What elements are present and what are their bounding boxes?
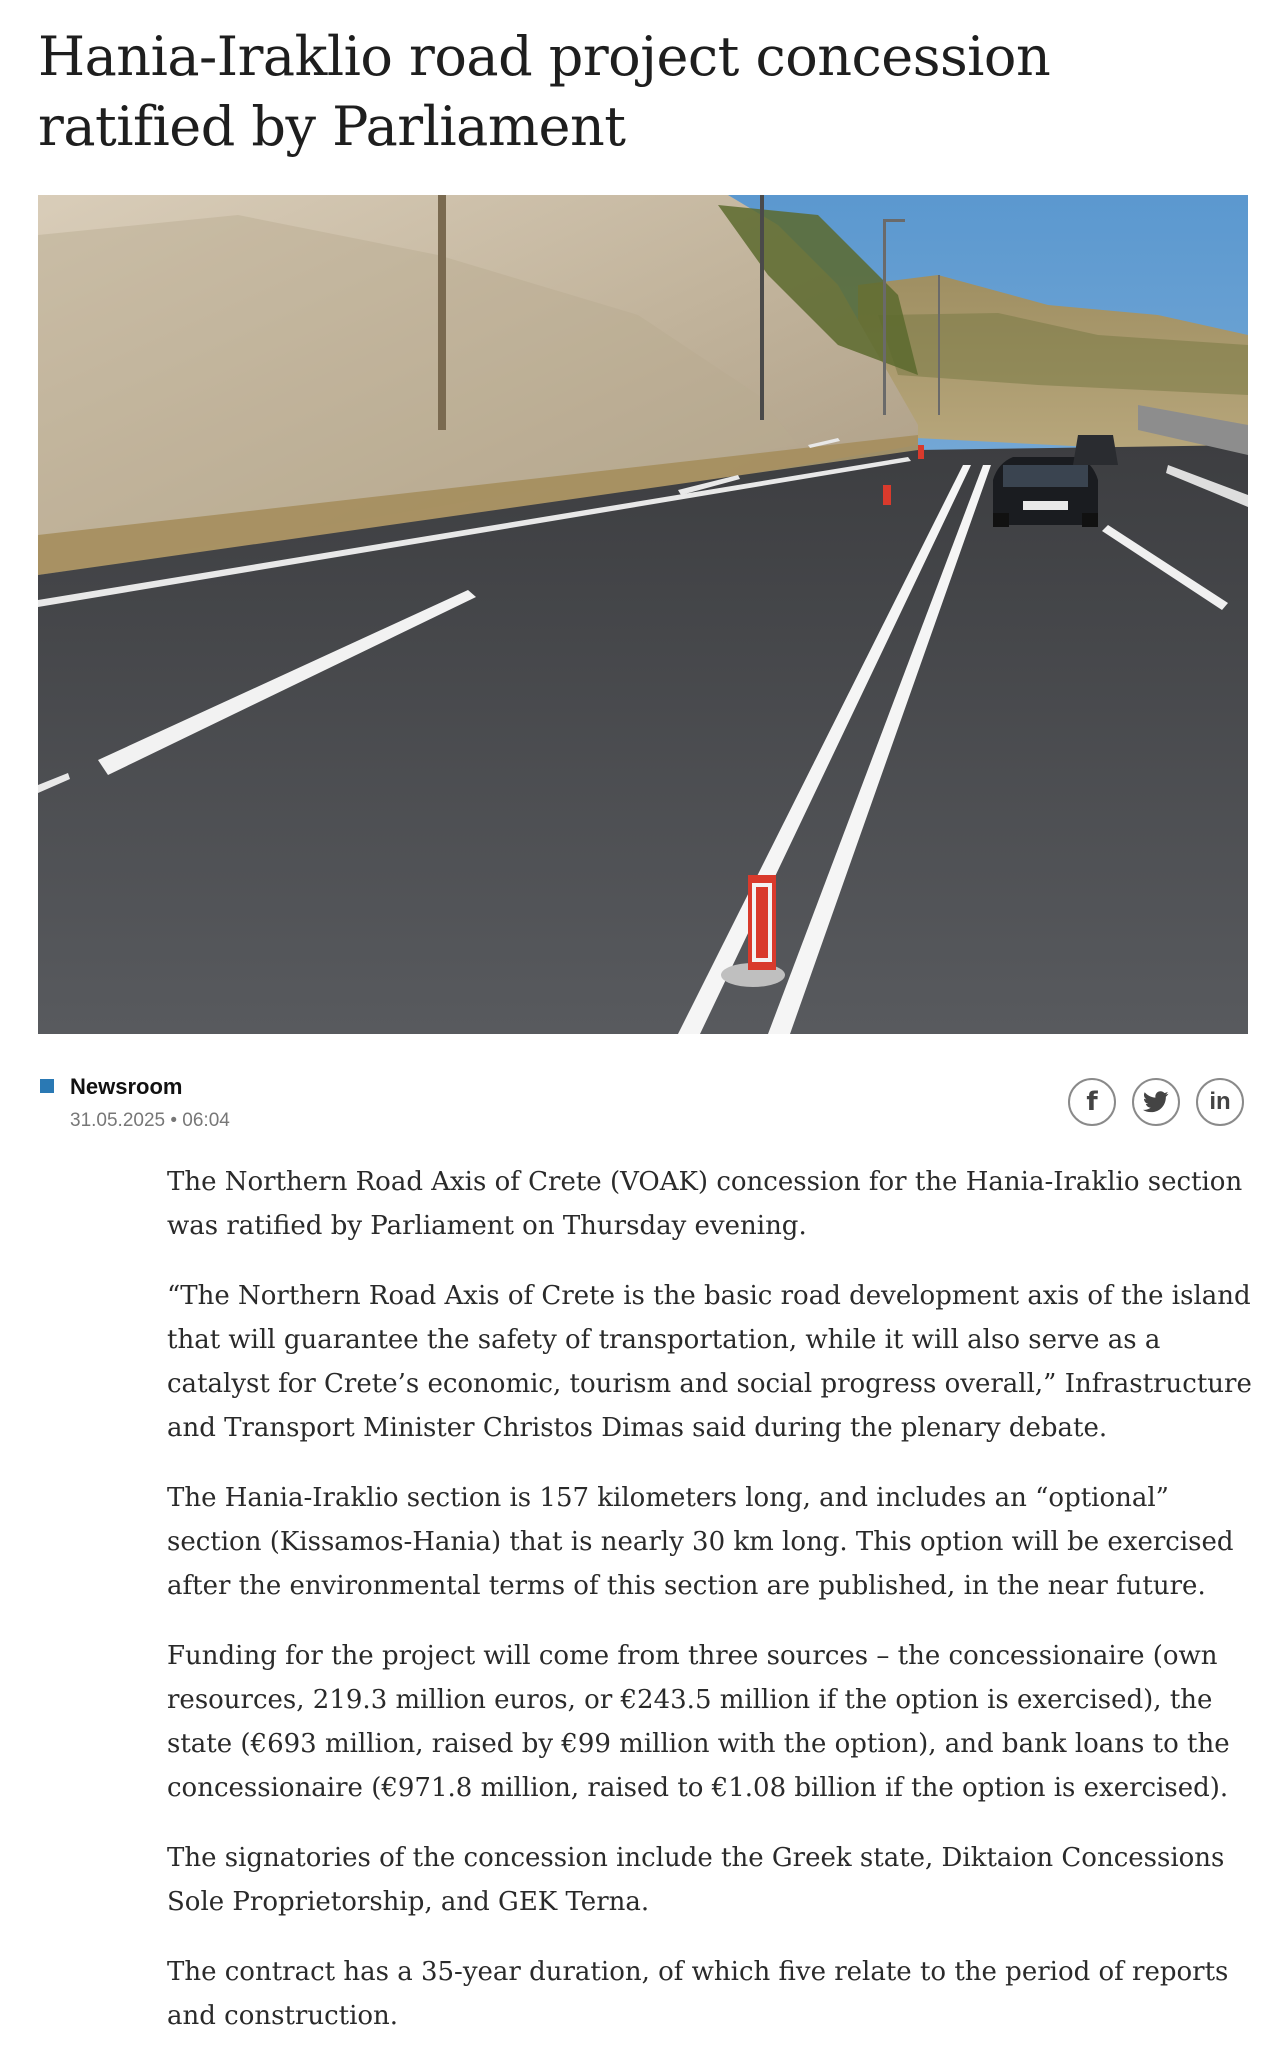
linkedin-share-button[interactable] bbox=[1196, 1078, 1244, 1126]
twitter-icon bbox=[1143, 1091, 1169, 1113]
article-body bbox=[167, 1160, 1257, 2064]
linkedin-icon: in bbox=[1209, 1088, 1231, 1115]
article-paragraph: Funding for the project will come from three sources – the concessionaire (own resources, 219.3 million euros, or €243.5 million if the option is exercised), the state (€693 million, raised by €99 million with the option), and bank loans to the concessionaire (€971.8 million, raised to €1.08 billion if the option is exercised). bbox=[167, 1641, 1230, 1803]
article-headline: Hania-Iraklio road project concession ratified by Parliament bbox=[38, 25, 1051, 158]
share-buttons bbox=[1068, 1078, 1250, 1130]
hero-image bbox=[38, 195, 1248, 1034]
article-paragraph: The Northern Road Axis of Crete (VOAK) concession for the Hania-Iraklio section was ratified by Parliament on Thursday evening. bbox=[167, 1167, 1243, 1241]
article-paragraph: The signatories of the concession include the Greek state, Diktaion Concessions Sole Proprietorship, and GEK Terna. bbox=[167, 1843, 1225, 1917]
facebook-icon: f bbox=[1086, 1087, 1098, 1117]
author-name[interactable]: Newsroom bbox=[70, 1074, 183, 1099]
publish-datetime: 31.05.2025 • 06:04 bbox=[70, 1110, 230, 1131]
twitter-share-button[interactable] bbox=[1132, 1078, 1180, 1126]
article-paragraph: The Hania-Iraklio section is 157 kilometers long, and includes an “optional” section (Kissamos-Hania) that is nearly 30 km long. This option will be exercised after the environmental terms of this section are published, in the near future. bbox=[167, 1483, 1234, 1601]
facebook-share-button[interactable] bbox=[1068, 1078, 1116, 1126]
article-paragraph: “The Northern Road Axis of Crete is the basic road development axis of the island that will guarantee the safety of transportation, while it will also serve as a catalyst for Crete’s economic, tourism and social progress overall,” Infrastructure and Transport Minister Christos Dimas said during the plenary debate. bbox=[167, 1281, 1252, 1443]
road-photo-illustration bbox=[38, 195, 1248, 1034]
section-marker-icon bbox=[40, 1079, 54, 1093]
article-paragraph: The contract has a 35-year duration, of which five relate to the period of reports and construction. bbox=[167, 1957, 1229, 2031]
